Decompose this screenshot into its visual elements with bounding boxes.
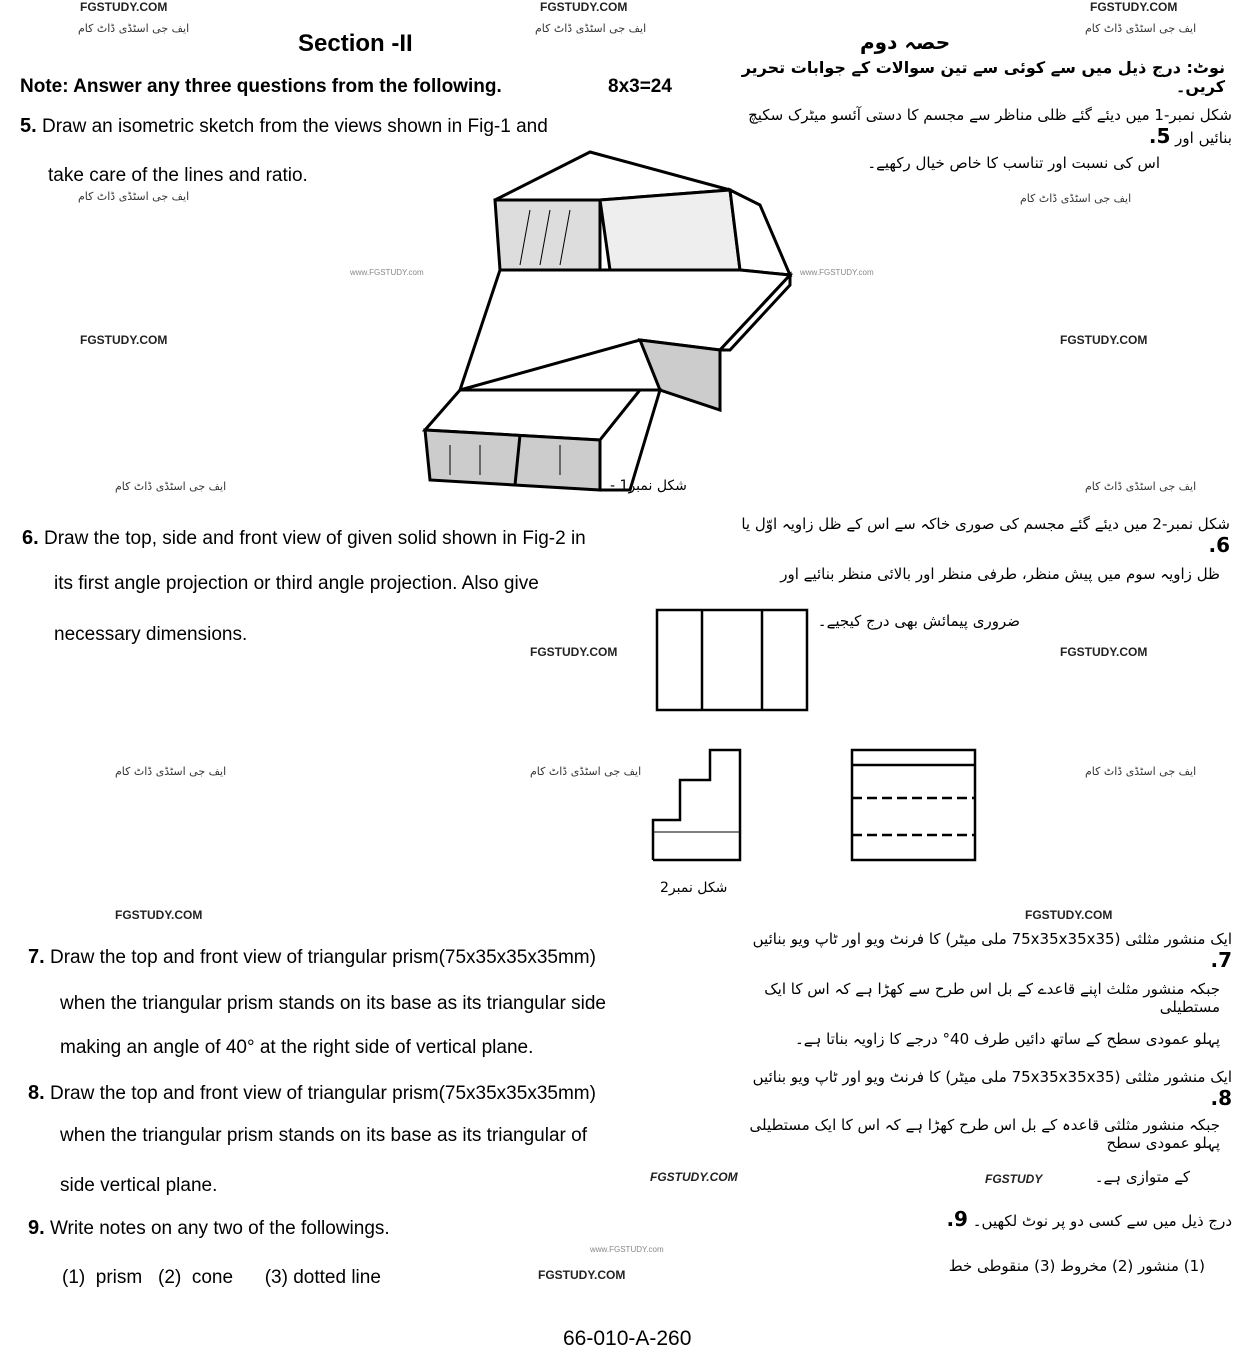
question-number: 6.	[1208, 533, 1230, 557]
question-text: necessary dimensions.	[54, 624, 248, 645]
watermark: FGSTUDY.COM	[538, 1268, 626, 1282]
question-text-urdu: شکل نمبر-1 میں دیئے گئے ظلی مناظر سے مجسم کا دستی آئسو میٹرک سکیچ بنائیں اور	[748, 106, 1232, 147]
watermark-urdu: ایف جی اسٹڈی ڈاٹ کام	[115, 765, 227, 778]
question-options: (1) prism (2) cone (3) dotted line	[62, 1267, 381, 1288]
question-7	[28, 946, 596, 969]
question-number: 6.	[22, 527, 39, 549]
question-text-urdu: شکل نمبر-2 میں دیئے گئے مجسم کی صوری خاکہ سے اس کے ظل زاویہ اوّل یا	[741, 515, 1230, 533]
watermark-small: www.FGSTUDY.com	[800, 268, 874, 277]
question-7-urdu	[732, 930, 1232, 972]
paper-code: 66-010-A-260	[563, 1327, 692, 1350]
question-text-urdu: درج ذیل میں سے کسی دو پر نوٹ لکھیں۔	[972, 1212, 1232, 1230]
question-6-urdu	[720, 515, 1230, 557]
question-8-urdu	[732, 1068, 1232, 1110]
question-number: 7.	[28, 946, 45, 968]
figure-1-isometric-solid	[420, 150, 810, 500]
question-number: 9.	[28, 1217, 45, 1239]
question-text-urdu: اس کی نسبت اور تناسب کا خاص خیال رکھیے۔	[867, 154, 1160, 172]
question-text: its first angle projection or third angle projection. Also give	[54, 573, 539, 594]
question-text: Draw an isometric sketch from the views shown in Fig-1 and	[41, 116, 548, 137]
watermark-urdu: ایف جی اسٹڈی ڈاٹ کام	[535, 22, 647, 35]
watermark-urdu: ایف جی اسٹڈی ڈاٹ کام	[115, 480, 227, 493]
question-number: 9.	[946, 1207, 968, 1231]
watermark-urdu: ایف جی اسٹڈی ڈاٹ کام	[530, 765, 642, 778]
question-number: 5.	[20, 115, 37, 137]
question-number: 7.	[1210, 948, 1232, 972]
section-title: Section -II	[298, 30, 413, 57]
watermark: FGSTUDY.COM	[1090, 0, 1178, 14]
watermark-small: www.FGSTUDY.com	[590, 1245, 664, 1254]
watermark-urdu: ایف جی اسٹڈی ڈاٹ کام	[1020, 192, 1132, 205]
watermark: FGSTUDY.COM	[80, 333, 168, 347]
watermark: FGSTUDY.COM	[1025, 908, 1113, 922]
figure-1-label: شکل نمبر1 -	[610, 478, 687, 494]
question-text: Write notes on any two of the followings.	[49, 1218, 390, 1239]
question-options-urdu: (1) منشور (2) مخروط (3) منقوطی خط	[948, 1257, 1205, 1275]
question-number: 8.	[1210, 1086, 1232, 1110]
marks: 8x3=24	[608, 76, 672, 97]
watermark: FGSTUDY	[985, 1172, 1043, 1186]
question-text-urdu: ظل زاویہ سوم میں پیش منظر، طرفی منظر اور بالائی منظر بنائیے اور	[780, 565, 1220, 583]
question-text-urdu: ضروری پیمائش بھی درج کیجیے۔	[817, 612, 1020, 630]
question-text: when the triangular prism stands on its base as its triangular of	[60, 1125, 587, 1146]
watermark-urdu: ایف جی اسٹڈی ڈاٹ کام	[1085, 22, 1197, 35]
figure-2-label: شکل نمبر2	[660, 880, 728, 896]
watermark: FGSTUDY.COM	[80, 0, 168, 14]
question-text: Draw the top and front view of triangular prism(75x35x35x35mm)	[49, 1083, 596, 1104]
watermark: FGSTUDY.COM	[540, 0, 628, 14]
question-text-urdu: پہلو عمودی سطح کے ساتھ دائیں طرف 40° درجے کا زاویہ بناتا ہے۔	[795, 1030, 1220, 1048]
watermark-urdu: ایف جی اسٹڈی ڈاٹ کام	[1085, 480, 1197, 493]
section-title-urdu: حصہ دوم	[860, 30, 951, 54]
question-text-urdu: ایک منشور مثلثی (75x35x35x35 ملی میٹر) کا فرنٹ ویو اور ٹاپ ویو بنائیں	[752, 1068, 1232, 1086]
question-6	[22, 527, 586, 550]
watermark-urdu: ایف جی اسٹڈی ڈاٹ کام	[78, 22, 190, 35]
watermark: FGSTUDY.COM	[1060, 645, 1148, 659]
note-text-urdu: نوٹ: درج ذیل میں سے کوئی سے تین سوالات کے جوابات تحریر کریں۔	[741, 58, 1225, 97]
question-9-urdu	[752, 1207, 1232, 1231]
question-text: take care of the lines and ratio.	[48, 165, 308, 186]
question-text: Draw the top, side and front view of given solid shown in Fig-2 in	[43, 528, 586, 549]
note-text: Note: Answer any three questions from the following.	[20, 76, 502, 97]
watermark-urdu: ایف جی اسٹڈی ڈاٹ کام	[1085, 765, 1197, 778]
question-text-urdu: کے متوازی ہے۔	[1094, 1168, 1190, 1186]
watermark: FGSTUDY.COM	[1060, 333, 1148, 347]
question-8	[28, 1082, 596, 1105]
question-text: making an angle of 40° at the right side of vertical plane.	[60, 1037, 534, 1058]
figure-2-orthographic-views	[640, 600, 990, 880]
question-5-urdu	[720, 106, 1232, 148]
question-text-urdu: جبکہ منشور مثلث اپنے قاعدے کے بل اس طرح سے کھڑا ہے کہ اس کا ایک مستطیلی	[764, 980, 1220, 1016]
question-text-urdu: ایک منشور مثلثی (75x35x35x35 ملی میٹر) کا فرنٹ ویو اور ٹاپ ویو بنائیں	[752, 930, 1232, 948]
question-number: 8.	[28, 1082, 45, 1104]
question-text-urdu: جبکہ منشور مثلثی قاعدہ کے بل اس طرح کھڑا ہے کہ اس کا ایک مستطیلی پہلو عمودی سطح	[749, 1116, 1220, 1152]
question-text: when the triangular prism stands on its base as its triangular side	[60, 993, 606, 1014]
question-text: Draw the top and front view of triangular prism(75x35x35x35mm)	[49, 947, 596, 968]
watermark-urdu: ایف جی اسٹڈی ڈاٹ کام	[78, 190, 190, 203]
watermark: FGSTUDY.COM	[115, 908, 203, 922]
question-number: 5.	[1148, 124, 1171, 148]
question-9	[28, 1217, 390, 1240]
question-5	[20, 115, 548, 138]
watermark-small: www.FGSTUDY.com	[350, 268, 424, 277]
question-text: side vertical plane.	[60, 1175, 218, 1196]
watermark: FGSTUDY.COM	[530, 645, 618, 659]
watermark: FGSTUDY.COM	[650, 1170, 738, 1184]
